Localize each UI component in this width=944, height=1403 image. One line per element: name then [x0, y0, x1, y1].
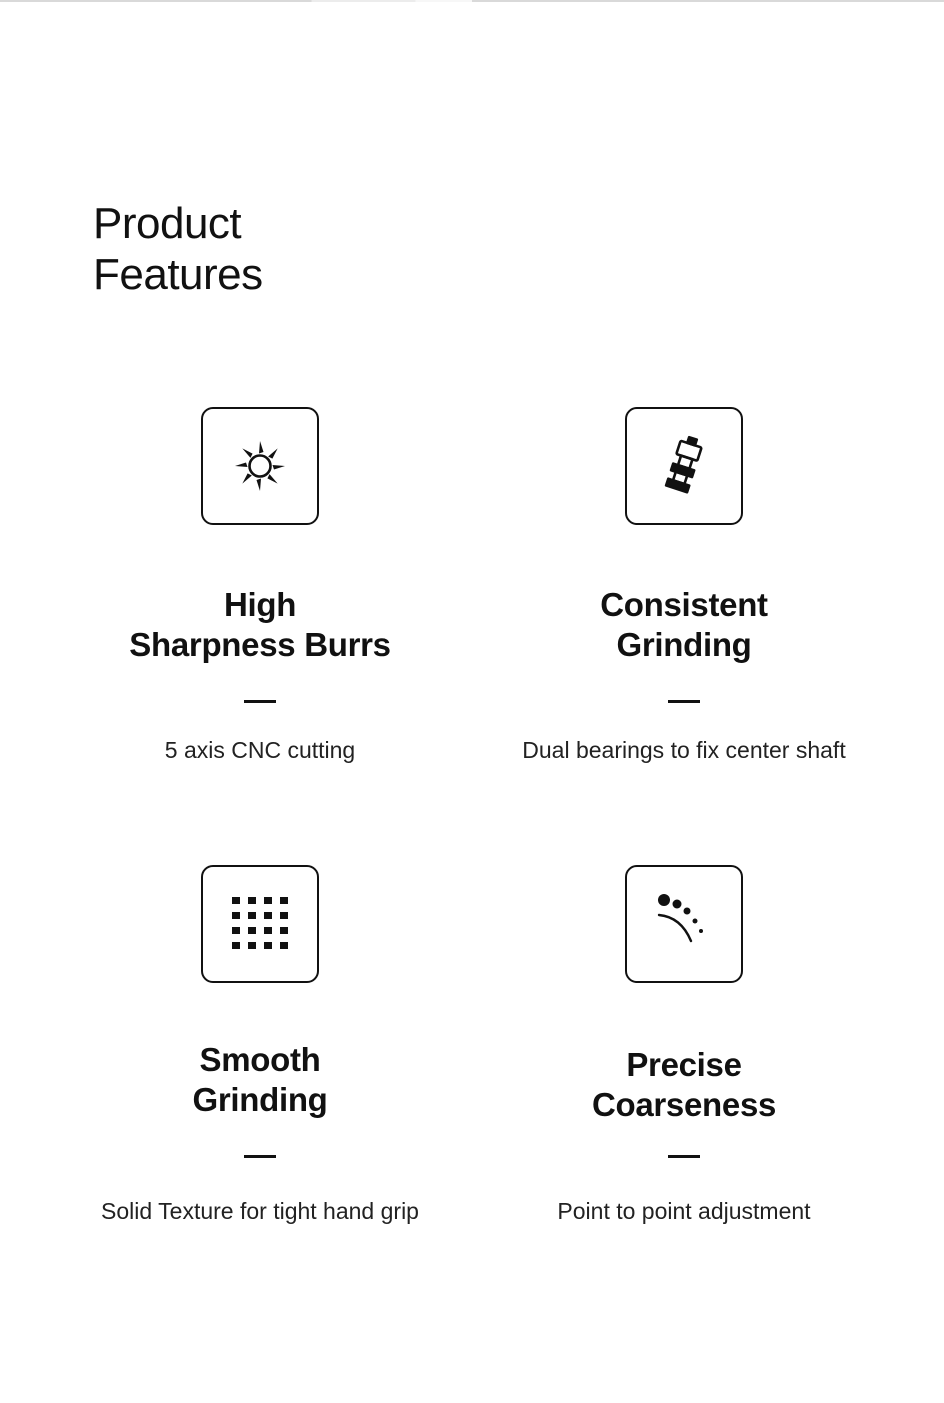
- page-title-line1: Product: [93, 199, 242, 248]
- feature-title-line1: Consistent: [600, 586, 768, 623]
- feature-title-line1: Smooth: [199, 1041, 321, 1078]
- top-divider: [0, 0, 944, 2]
- feature-description: Dual bearings to fix center shaft: [522, 737, 846, 763]
- feature-title: [464, 585, 904, 665]
- feature-description: 5 axis CNC cutting: [164, 737, 356, 763]
- feature-divider: [244, 1155, 276, 1158]
- feature-divider: [668, 700, 700, 703]
- feature-title-line1: Precise: [626, 1046, 742, 1083]
- feature-title-line2: Sharpness Burrs: [129, 626, 391, 663]
- dot-grid-icon: [201, 865, 319, 983]
- feature-title: [40, 585, 480, 665]
- feature-title-line2: Grinding: [616, 626, 752, 663]
- burr-sun-icon: [201, 407, 319, 525]
- feature-divider: [244, 700, 276, 703]
- center-shaft-icon: [625, 407, 743, 525]
- page-title: [93, 198, 263, 300]
- page-title-line2: Features: [93, 250, 263, 299]
- feature-description: Point to point adjustment: [557, 1198, 811, 1224]
- feature-title-line1: High: [223, 586, 297, 623]
- coarseness-dots-icon: [625, 865, 743, 983]
- feature-title: [464, 1045, 904, 1125]
- feature-title: [40, 1040, 480, 1120]
- feature-divider: [668, 1155, 700, 1158]
- feature-title-line2: Grinding: [192, 1081, 328, 1118]
- feature-title-line2: Coarseness: [591, 1086, 777, 1123]
- feature-description: Solid Texture for tight hand grip: [101, 1198, 419, 1224]
